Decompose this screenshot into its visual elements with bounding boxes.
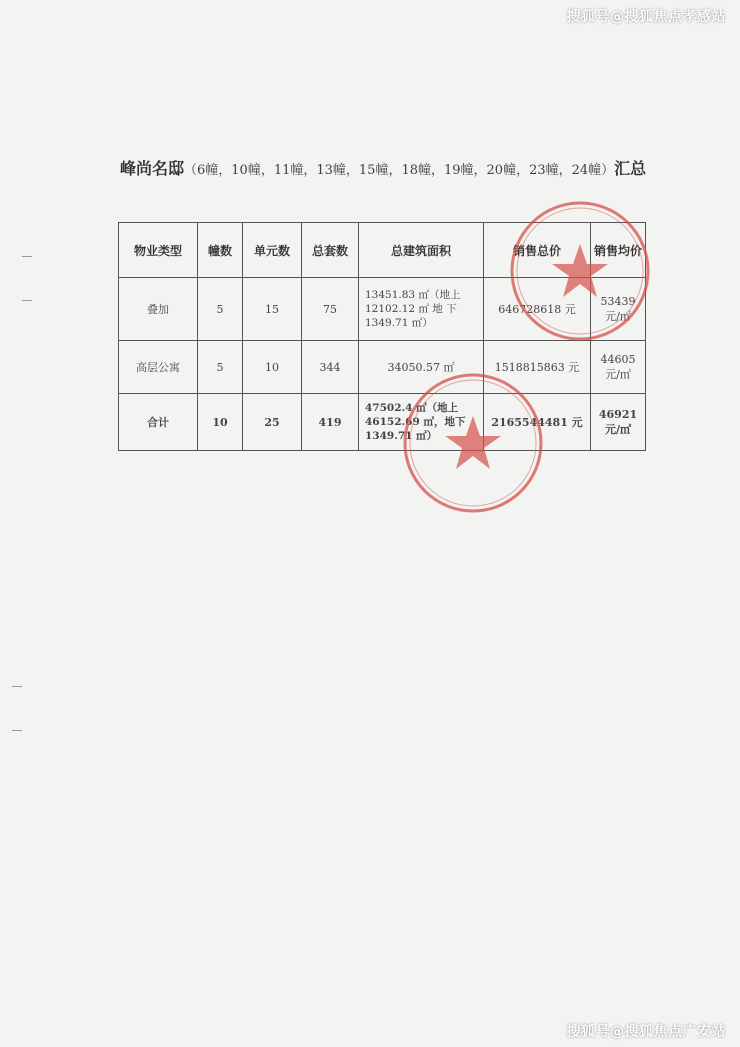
cell-total-price: 646728618 元 (484, 278, 591, 341)
area-line: 46152.69 ㎡，地下 (365, 416, 466, 428)
cell-buildings: 5 (198, 278, 243, 341)
cell-units: 10 (243, 341, 302, 394)
cell-type: 合计 (119, 394, 198, 451)
scan-mark (12, 730, 22, 731)
header-avg-price: 销售均价 (591, 223, 646, 278)
cell-buildings: 5 (198, 341, 243, 394)
cell-avg-price: 46921 元/㎡ (591, 394, 646, 451)
star-icon (552, 244, 608, 297)
area-line: 1349.71 ㎡） (365, 430, 438, 442)
header-buildings: 幢数 (198, 223, 243, 278)
watermark-bottom: 搜狐号@搜狐焦点广安站 (566, 1024, 726, 1040)
header-total-price: 销售总价 (484, 223, 591, 278)
scan-mark (22, 300, 32, 301)
cell-area (359, 278, 484, 341)
official-seal-bottom (398, 368, 548, 518)
title-suffix: 汇总 (614, 159, 647, 178)
scan-mark (12, 686, 22, 687)
cell-type: 叠加 (119, 278, 198, 341)
table-row-total (119, 394, 646, 451)
cell-total-price: 2165544481 元 (484, 394, 591, 451)
cell-buildings: 10 (198, 394, 243, 451)
cell-units: 25 (243, 394, 302, 451)
cell-sets: 75 (302, 278, 359, 341)
header-area: 总建筑面积 (359, 223, 484, 278)
star-icon (445, 416, 501, 469)
area-line: 34050.57 ㎡ (387, 361, 455, 374)
cell-units: 15 (243, 278, 302, 341)
scan-mark (22, 256, 32, 257)
cell-total-price: 1518815863 元 (484, 341, 591, 394)
cell-type: 高层公寓 (119, 341, 198, 394)
header-units: 单元数 (243, 223, 302, 278)
header-sets: 总套数 (302, 223, 359, 278)
area-line: 13451.83 ㎡（地上 (365, 289, 461, 301)
project-name: 峰尚名邸 (120, 159, 185, 178)
cell-sets: 344 (302, 341, 359, 394)
cell-avg-price: 53439 元/㎡ (591, 278, 646, 341)
official-seal-top (505, 196, 655, 346)
area-line: 1349.71 ㎡） (365, 317, 433, 329)
header-type: 物业类型 (119, 223, 198, 278)
cell-sets: 419 (302, 394, 359, 451)
area-line: 12102.12 ㎡ 地 下 (365, 303, 457, 315)
table-row (119, 341, 646, 394)
watermark-top: 搜狐号@搜狐焦点孝感站 (566, 9, 726, 25)
document-title (120, 154, 660, 186)
area-line: 47502.4 ㎡（地上 (365, 402, 459, 414)
building-list: （6幢，10幢，11幢，13幢，15幢，18幢，19幢，20幢，23幢，24幢） (184, 163, 615, 178)
cell-avg-price: 44605 元/㎡ (591, 341, 646, 394)
